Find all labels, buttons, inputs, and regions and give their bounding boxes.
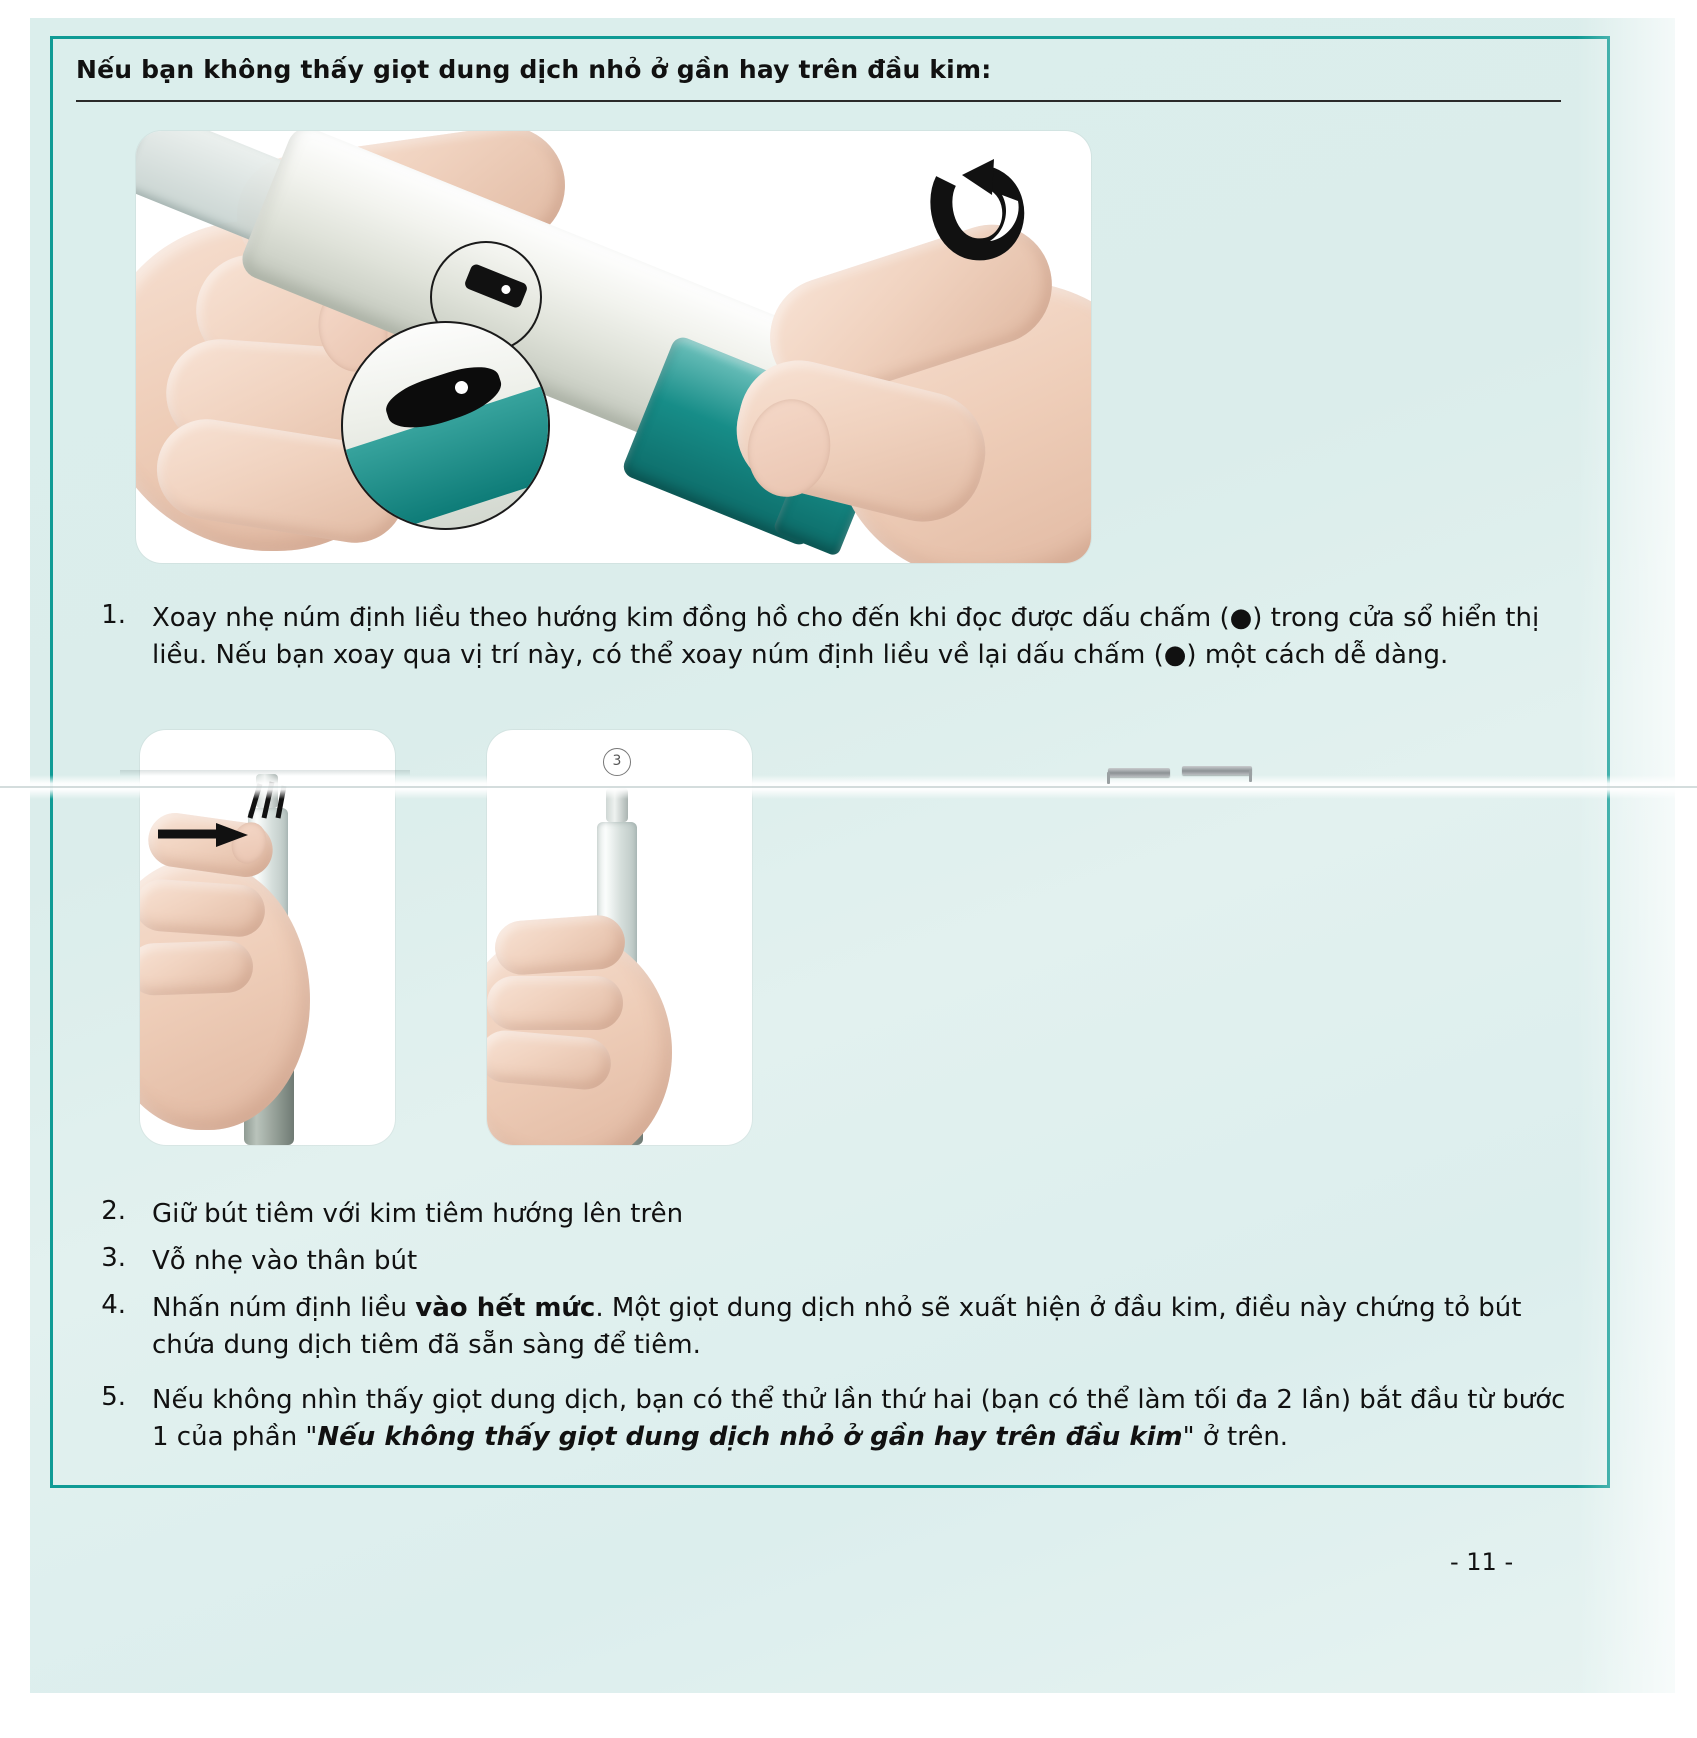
step-4-text-bold: vào hết mức: [415, 1293, 596, 1323]
step-1-number: 1.: [101, 600, 126, 630]
staple-left: [1108, 768, 1170, 777]
figure-badge-3: 3: [603, 748, 631, 776]
paper-crease: [120, 770, 410, 776]
staple-tick-right: [1249, 770, 1252, 782]
tapping-hand-finger-3: [140, 940, 254, 996]
step-5-text-after: " ở trên.: [1182, 1421, 1289, 1452]
paper-fold-line: [0, 786, 1697, 788]
step-3-text: Vỗ nhẹ vào thân bút: [152, 1246, 418, 1276]
figure-rotate-dose-knob: [136, 131, 1091, 563]
holding-finger-1: [493, 914, 626, 977]
staple-tick-left: [1107, 772, 1110, 784]
callout-magnified-window: [341, 321, 550, 530]
staple-right: [1182, 766, 1252, 775]
step-2-text: Giữ bút tiêm với kim tiêm hướng lên trên: [152, 1199, 684, 1229]
step-4-number: 4.: [101, 1290, 126, 1320]
page-number: - 11 -: [1450, 1548, 1514, 1576]
step-3-number: 3.: [101, 1243, 126, 1273]
step-1-text: Xoay nhẹ núm định liều theo hướng kim đồng hồ cho đến khi đọc được dấu chấm (●) trong cửa sổ hiển thị liều. Nếu bạn xoay qua vị trí này, có thể xoay núm định liều về lại dấu chấm (●) một cách dễ dàng.: [152, 603, 1540, 670]
page-title: Nếu bạn không thấy giọt dung dịch nhỏ ở gần hay trên đầu kim:: [76, 55, 992, 84]
tapping-hand-finger-2: [140, 878, 267, 939]
step-5-text-italic: Nếu không thấy giọt dung dịch nhỏ ở gần hay trên đầu kim: [317, 1421, 1183, 1452]
step-4-text-after: . Một giọt dung dịch nhỏ sẽ xuất hiện ở đầu kim, điều này chứng tỏ bút chứa dung dịch tiêm đã sẵn sàng để tiêm.: [152, 1293, 1522, 1360]
step-4-text-before: Nhấn núm định liều: [152, 1293, 416, 1323]
step-2-number: 2.: [101, 1196, 126, 1226]
holding-finger-2: [487, 976, 623, 1030]
title-underline: [76, 100, 1561, 102]
step-4-text: [152, 1290, 1567, 1364]
needle-tip-right: [606, 788, 628, 822]
rotate-clockwise-icon: [906, 153, 1036, 273]
step-5-text: [152, 1382, 1567, 1456]
tap-direction-arrow: [158, 822, 250, 852]
figure-hold-pen-needle-up: [487, 730, 752, 1145]
step-5-text-before: Nếu không nhìn thấy giọt dung dịch, bạn có thể thử lần thứ hai (bạn có thể làm tối đa 2 lần) bắt đầu từ bước 1 của phần ": [152, 1385, 1566, 1452]
step-5-number: 5.: [101, 1382, 126, 1412]
figure-tap-pen-body: [140, 730, 395, 1145]
